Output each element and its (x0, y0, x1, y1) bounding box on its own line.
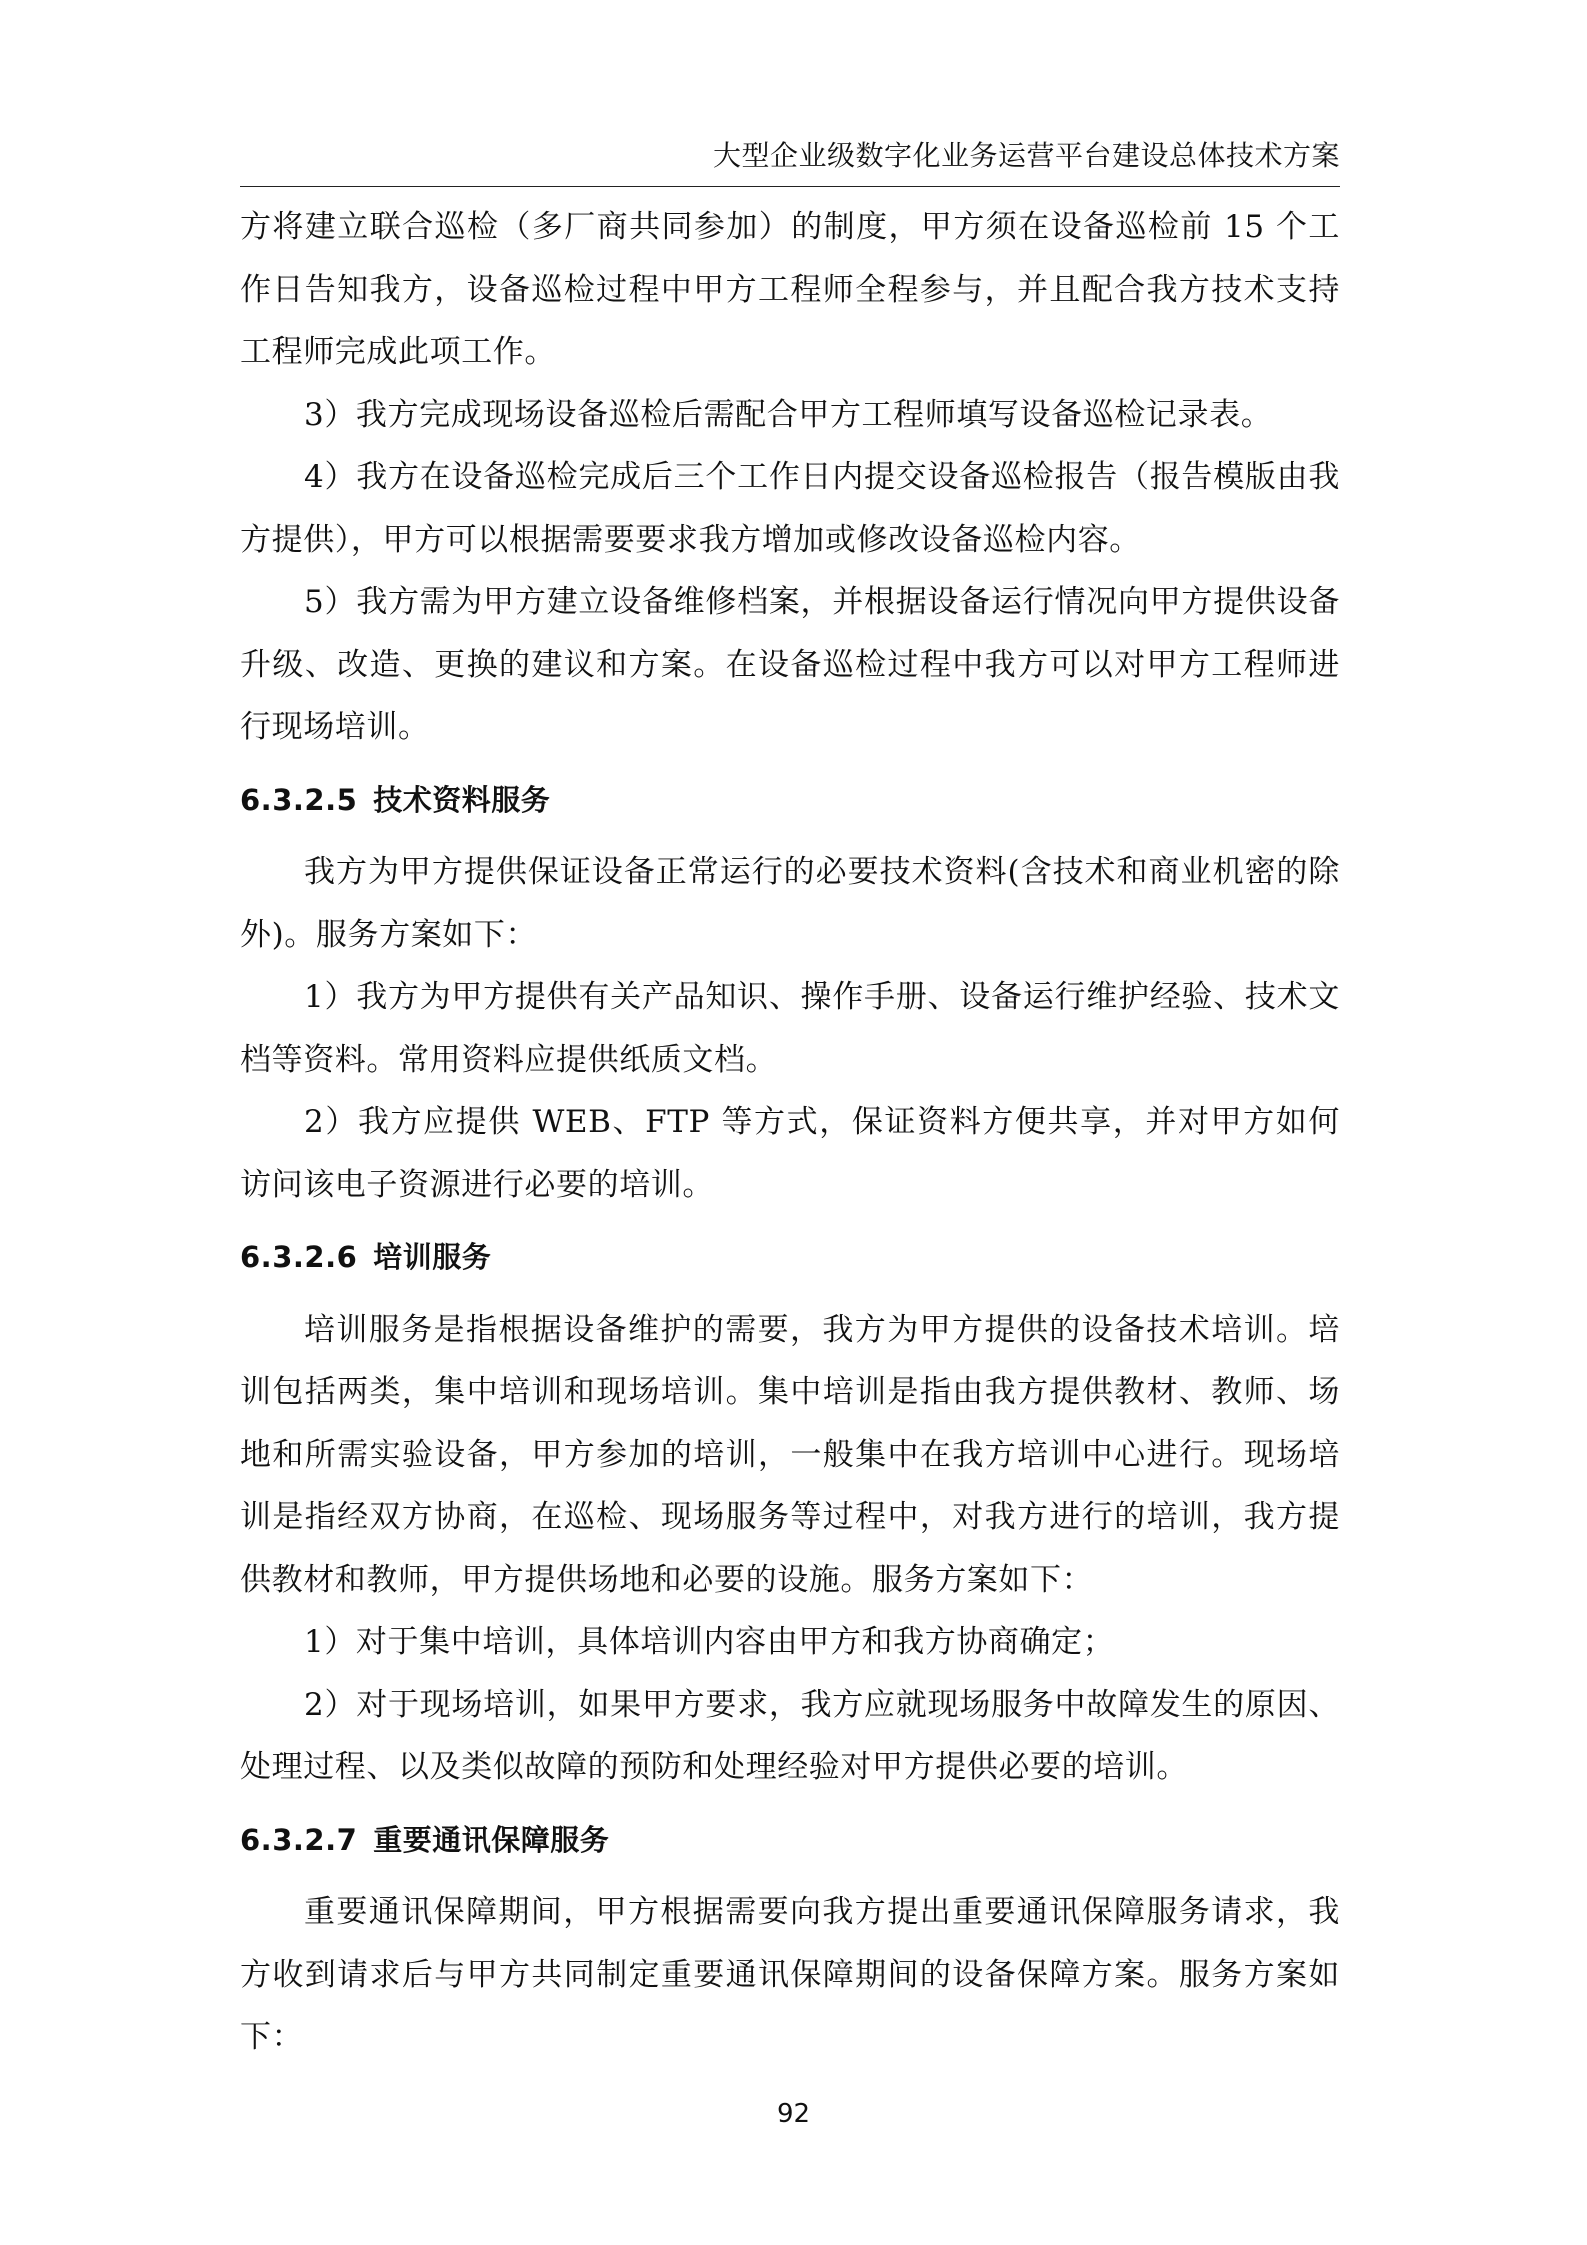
paragraph: 3）我方完成现场设备巡检后需配合甲方工程师填写设备巡检记录表。 (304, 396, 1273, 433)
section-title: 重要通讯保障服务 (373, 1822, 610, 1857)
section-number: 6.3.2.5 (240, 782, 358, 817)
paragraph: 5）我方需为甲方建立设备维修档案，并根据设备运行情况向甲方提供设备升级、改造、更换的建议和方案。在设备巡检过程中我方可以对甲方工程师进行现场培训。 (240, 584, 1340, 745)
paragraph: 4）我方在设备巡检完成后三个工作日内提交设备巡检报告（报告模版由我方提供），甲方可以根据需要要求我方增加或修改设备巡检内容。 (240, 459, 1340, 558)
paragraph: 培训服务是指根据设备维护的需要，我方为甲方提供的设备技术培训。培训包括两类，集中培训和现场培训。集中培训是指由我方提供教材、教师、场地和所需实验设备，甲方参加的培训，一般集中在我方培训中心进行。现场培训是指经双方协商，在巡检、现场服务等过程中，对我方进行的培训，我方提供教材和教师，甲方提供场地和必要的设施。服务方案如下： (240, 1311, 1340, 1598)
document-body (240, 196, 1340, 2069)
paragraph: 2）我方应提供 WEB、FTP 等方式，保证资料方便共享，并对甲方如何访问该电子资源进行必要的培训。 (240, 1104, 1340, 1203)
page-number: 92 (776, 2099, 811, 2129)
section-heading (240, 1226, 1340, 1289)
section-number: 6.3.2.7 (240, 1822, 358, 1857)
section-title: 技术资料服务 (373, 782, 551, 817)
page-header-title: 大型企业级数字化业务运营平台建设总体技术方案 (712, 139, 1340, 172)
paragraph: 我方为甲方提供保证设备正常运行的必要技术资料(含技术和商业机密的除外)。服务方案如下： (240, 854, 1340, 953)
paragraph: 重要通讯保障期间，甲方根据需要向我方提出重要通讯保障服务请求，我方收到请求后与甲方共同制定重要通讯保障期间的设备保障方案。服务方案如下： (240, 1894, 1340, 2055)
paragraph: 2）对于现场培训，如果甲方要求，我方应就现场服务中故障发生的原因、处理过程、以及类似故障的预防和处理经验对甲方提供必要的培训。 (240, 1686, 1340, 1785)
paragraph: 方将建立联合巡检（多厂商共同参加）的制度，甲方须在设备巡检前 15 个工作日告知我方，设备巡检过程中甲方工程师全程参与，并且配合我方技术支持工程师完成此项工作。 (240, 209, 1340, 370)
paragraph: 1）对于集中培训，具体培训内容由甲方和我方协商确定； (304, 1624, 1115, 1660)
paragraph: 1）我方为甲方提供有关产品知识、操作手册、设备运行维护经验、技术文档等资料。常用资料应提供纸质文档。 (240, 979, 1340, 1078)
section-number: 6.3.2.6 (240, 1240, 358, 1274)
section-title: 培训服务 (373, 1240, 492, 1274)
header-rule (240, 186, 1340, 187)
section-heading (240, 1809, 1340, 1872)
section-heading (240, 769, 1340, 832)
